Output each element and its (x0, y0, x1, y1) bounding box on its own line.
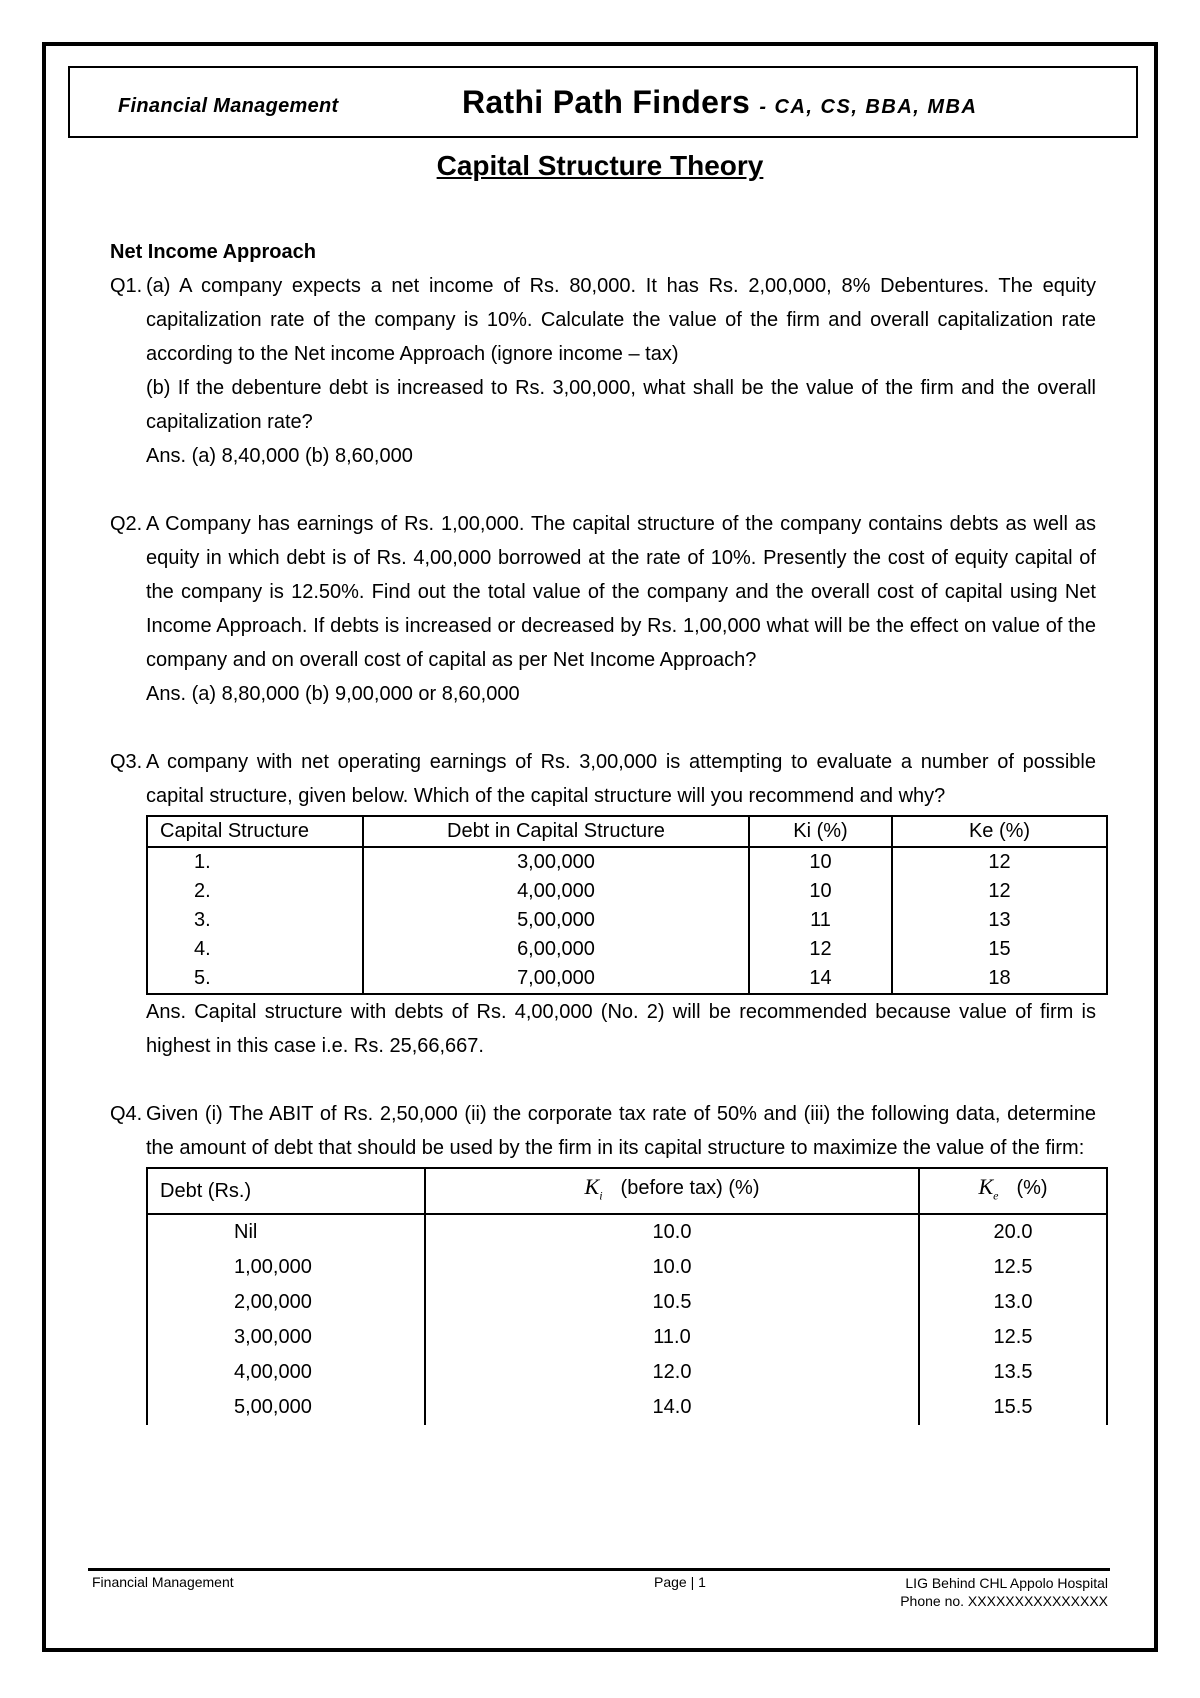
table-cell: 3,00,000 (147, 1320, 425, 1355)
question-1 (110, 269, 1096, 473)
table-cell: 15.5 (919, 1390, 1107, 1425)
table-row (147, 935, 1107, 964)
table-cell: 10.5 (425, 1285, 919, 1320)
table-cell: 10.0 (425, 1214, 919, 1250)
table-cell: 18 (892, 964, 1107, 994)
brand-name: Rathi Path Finders (462, 84, 751, 120)
ki-symbol: $K_i$ (584, 1174, 603, 1203)
table-cell: 10 (749, 877, 892, 906)
question-3 (110, 745, 1096, 813)
ki-label: (before tax) (%) (620, 1177, 760, 1199)
question-number: Q2. (110, 513, 143, 535)
footer-contact (900, 1574, 1108, 1610)
debt-cost-table (146, 1167, 1108, 1425)
column-header: Debt in Capital Structure (363, 816, 749, 847)
table-cell: 5. (147, 964, 363, 994)
brand-courses: - CA, CS, BBA, MBA (759, 96, 978, 118)
spacer (110, 1063, 1096, 1097)
footer-subject: Financial Management (92, 1574, 234, 1590)
footer-address: LIG Behind CHL Appolo Hospital (905, 1575, 1108, 1591)
column-header: Debt (Rs.) (147, 1168, 425, 1214)
column-header-ki (425, 1168, 919, 1214)
question-number: Q4. (110, 1103, 143, 1125)
table-cell: 13.5 (919, 1355, 1107, 1390)
table-cell: 12 (892, 877, 1107, 906)
footer-divider (88, 1568, 1110, 1571)
header-subject: Financial Management (118, 95, 339, 117)
table-cell: 2. (147, 877, 363, 906)
table-row (147, 1214, 1107, 1250)
column-header: Capital Structure (147, 816, 363, 847)
table-row (147, 877, 1107, 906)
table-cell: 20.0 (919, 1214, 1107, 1250)
table-row (147, 1320, 1107, 1355)
table-cell: 10.0 (425, 1250, 919, 1285)
table-row (147, 1390, 1107, 1425)
table-cell: 10 (749, 847, 892, 877)
question-1-part-a: (a) A company expects a net income of Rs. 80,000. It has Rs. 2,00,000, 8% Debentures. The equity capitalization rate of the company is 10%. Calculate the value of the firm and overall capitalization rate according to the Net income Approach (ignore income – tax) (146, 275, 1096, 365)
table-cell: 4. (147, 935, 363, 964)
column-header: Ke (%) (892, 816, 1107, 847)
table-row (147, 1285, 1107, 1320)
table-cell: 4,00,000 (363, 877, 749, 906)
table-cell: 15 (892, 935, 1107, 964)
question-number: Q1. (110, 275, 143, 297)
question-2 (110, 507, 1096, 711)
table-row (147, 847, 1107, 877)
table-cell: 11.0 (425, 1320, 919, 1355)
table-cell: 6,00,000 (363, 935, 749, 964)
question-3-answer-block (110, 995, 1096, 1063)
question-4 (110, 1097, 1096, 1165)
table-cell: 4,00,000 (147, 1355, 425, 1390)
ke-symbol: $K_e$ (978, 1174, 999, 1203)
table-header-row (147, 1168, 1107, 1214)
table-cell: 2,00,000 (147, 1285, 425, 1320)
table-cell: 13 (892, 906, 1107, 935)
spacer (110, 473, 1096, 507)
capital-structure-table (146, 815, 1108, 995)
question-3-text: A company with net operating earnings of Rs. 3,00,000 is attempting to evaluate a number of possible capital structure, given below. Which of the capital structure will you recommend and why? (146, 751, 1096, 807)
section-heading: Net Income Approach (110, 241, 316, 263)
table-cell: 12.0 (425, 1355, 919, 1390)
question-1-part-b: (b) If the debenture debt is increased to Rs. 3,00,000, what shall be the value of the firm and the overall capitalization rate? (146, 377, 1096, 433)
table-row (147, 1250, 1107, 1285)
question-2-answer: Ans. (a) 8,80,000 (b) 9,00,000 or 8,60,000 (146, 683, 520, 705)
table-row (147, 1355, 1107, 1390)
question-4-text: Given (i) The ABIT of Rs. 2,50,000 (ii) the corporate tax rate of 50% and (iii) the following data, determine the amount of debt that should be used by the firm in its capital structure to maximize the value of the firm: (146, 1103, 1096, 1159)
question-number: Q3. (110, 751, 143, 773)
footer-phone: Phone no. XXXXXXXXXXXXXXX (900, 1593, 1108, 1609)
table-cell: 14 (749, 964, 892, 994)
table-cell: Nil (147, 1214, 425, 1250)
table-header-row (147, 816, 1107, 847)
table-row (147, 906, 1107, 935)
question-1-answer: Ans. (a) 8,40,000 (b) 8,60,000 (146, 445, 413, 467)
table-cell: 1. (147, 847, 363, 877)
header-brand (462, 84, 977, 121)
ke-label: (%) (1016, 1177, 1048, 1199)
column-header: Ki (%) (749, 816, 892, 847)
table-cell: 5,00,000 (147, 1390, 425, 1425)
document-body (110, 235, 1096, 1425)
table-cell: 12.5 (919, 1250, 1107, 1285)
column-header-ke (919, 1168, 1107, 1214)
footer-page-number: Page | 1 (654, 1574, 706, 1590)
table-cell: 3. (147, 906, 363, 935)
page-title: Capital Structure Theory (436, 150, 764, 181)
question-2-text: A Company has earnings of Rs. 1,00,000. The capital structure of the company contains debts as well as equity in which debt is of Rs. 4,00,000 borrowed at the rate of 10%. Presently the cost of equity capital of the company is 12.50%. Find out the total value of the company and the overall cost of capital using Net Income Approach. If debts is increased or decreased by Rs. 1,00,000 what will be the effect on value of the company and on overall cost of capital as per Net Income Approach? (146, 513, 1096, 671)
table-cell: 5,00,000 (363, 906, 749, 935)
table-cell: 3,00,000 (363, 847, 749, 877)
table-cell: 13.0 (919, 1285, 1107, 1320)
table-cell: 11 (749, 906, 892, 935)
table-cell: 12.5 (919, 1320, 1107, 1355)
table-cell: 12 (749, 935, 892, 964)
table-cell: 7,00,000 (363, 964, 749, 994)
table-cell: 12 (892, 847, 1107, 877)
table-cell: 14.0 (425, 1390, 919, 1425)
table-row (147, 964, 1107, 994)
table-cell: 1,00,000 (147, 1250, 425, 1285)
spacer (110, 711, 1096, 745)
question-3-answer: Ans. Capital structure with debts of Rs. 4,00,000 (No. 2) will be recommended because value of firm is highest in this case i.e. Rs. 25,66,667. (146, 1001, 1096, 1057)
